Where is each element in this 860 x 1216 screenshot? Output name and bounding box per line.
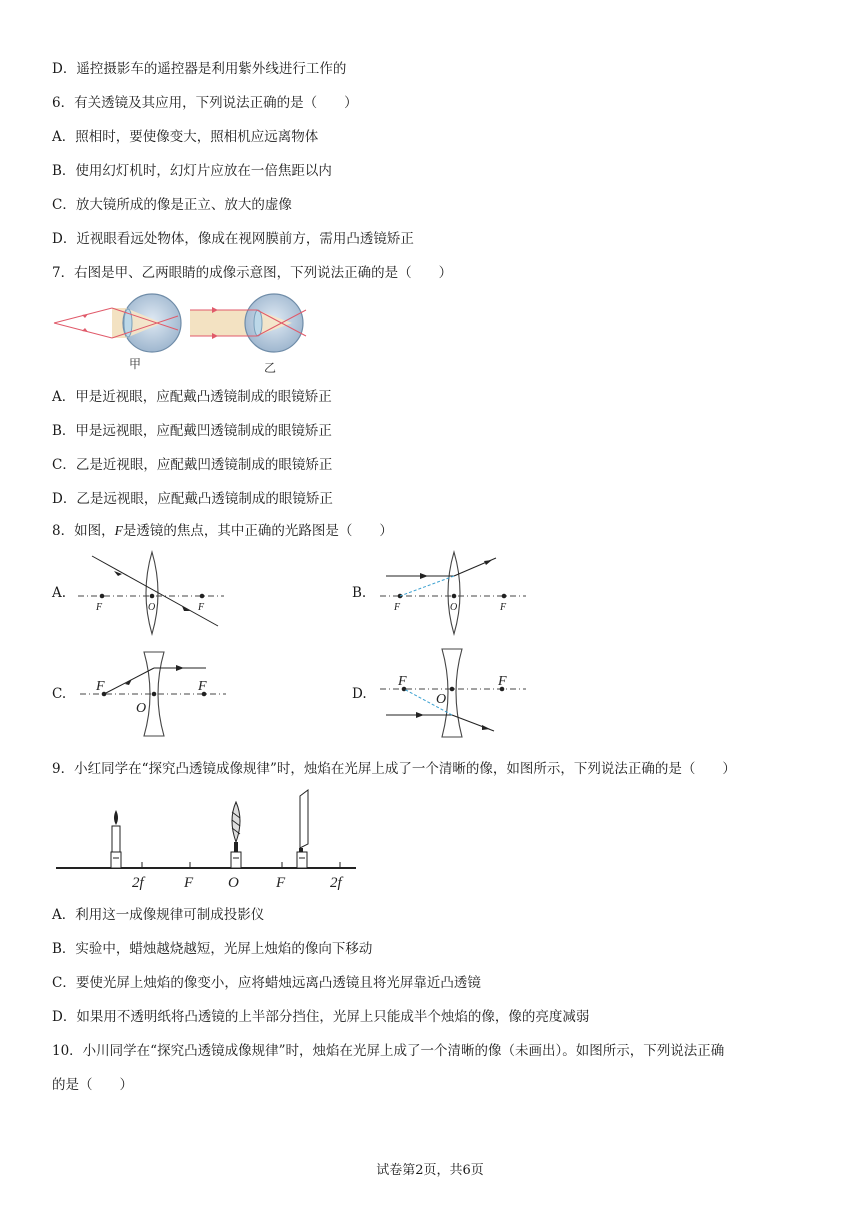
q9-option-b: B．实验中，蜡烛越烧越短，光屏上烛焰的像向下移动 xyxy=(52,941,373,957)
q8-stem-f: F xyxy=(114,523,123,538)
q7-option-b: B．甲是远视眼，应配戴凹透镜制成的眼镜矫正 xyxy=(52,423,332,439)
q6-option-b: B．使用幻灯机时，幻灯片应放在一倍焦距以内 xyxy=(52,163,332,179)
q9-option-a: A．利用这一成像规律可制成投影仪 xyxy=(52,907,265,923)
q8-option-d-label: D. xyxy=(352,686,367,702)
eye-label-right: 乙 xyxy=(264,361,277,375)
q8c-f-right: F xyxy=(198,679,207,694)
q8b-f-left: F xyxy=(394,602,401,613)
q6-option-d: D．近视眼看远处物体，像成在视网膜前方，需用凸透镜矫正 xyxy=(52,231,414,247)
q10-stem: 10．小川同学在“探究凸透镜成像规律”时，烛焰在光屏上成了一个清晰的像（未画出）。如图所示，下列说法正确 xyxy=(52,1043,725,1059)
candle xyxy=(111,810,121,868)
bench-label-f-right: F xyxy=(276,875,286,891)
q8-option-b-label: B. xyxy=(352,585,367,601)
q7-option-a: A．甲是近视眼，应配戴凸透镜制成的眼镜矫正 xyxy=(52,389,332,405)
page-footer: 试卷第2页，共6页 xyxy=(376,1163,484,1178)
lens-on-bench xyxy=(231,802,241,868)
q8b-o: O xyxy=(450,602,458,613)
q8c-o: O xyxy=(136,701,147,716)
q8a-f-left: F xyxy=(96,602,103,613)
q8b-f-right: F xyxy=(500,602,507,613)
q6-option-a: A．照相时，要使像变大，照相机应远离物体 xyxy=(52,129,319,145)
q9-stem: 9．小红同学在“探究凸透镜成像规律”时，烛焰在光屏上成了一个清晰的像，如图所示，下列说法正确的是（ ） xyxy=(52,761,736,777)
bench-label-2f-left: 2f xyxy=(132,875,144,891)
q6-option-c: C．放大镜所成的像是正立、放大的虚像 xyxy=(52,197,292,213)
q8-stem xyxy=(52,522,393,540)
bench-label-2f-right: 2f xyxy=(330,875,342,891)
q8-option-a-label: A. xyxy=(52,585,67,601)
q5-option-d: D．遥控摄影车的遥控器是利用紫外线进行工作的 xyxy=(52,61,347,77)
q8d-o: O xyxy=(436,692,447,707)
bench-label-f-left: F xyxy=(184,875,194,891)
eye-label-left: 甲 xyxy=(129,357,142,371)
q8-stem-prefix: 8．如图， xyxy=(52,523,115,539)
bench-label-o: O xyxy=(228,875,239,891)
q7-stem: 7．右图是甲、乙两眼睛的成像示意图，下列说法正确的是（ ） xyxy=(52,265,453,281)
q8a-o: O xyxy=(148,602,156,613)
eye-diagram xyxy=(52,292,312,376)
q10-stem-cont: 的是（ ） xyxy=(52,1077,133,1093)
q8d-f-right: F xyxy=(498,674,507,689)
q9-option-c: C．要使光屏上烛焰的像变小，应将蜡烛远离凸透镜且将光屏靠近凸透镜 xyxy=(52,975,481,991)
q8-diagram-a xyxy=(78,550,228,636)
q6-stem: 6．有关透镜及其应用，下列说法正确的是（ ） xyxy=(52,95,358,111)
q7-option-c: C．乙是近视眼，应配戴凹透镜制成的眼镜矫正 xyxy=(52,457,333,473)
q8-diagram-d xyxy=(380,645,530,741)
q8-stem-suffix: 是透镜的焦点，其中正确的光路图是（ ） xyxy=(122,523,393,539)
q8-option-c-label: C. xyxy=(52,686,67,702)
right-eye xyxy=(190,294,306,352)
q8d-f-left: F xyxy=(398,674,407,689)
q8a-f-right: F xyxy=(198,602,205,613)
light-screen xyxy=(297,790,308,868)
optical-bench-diagram xyxy=(56,788,360,892)
q7-option-d: D．乙是远视眼，应配戴凸透镜制成的眼镜矫正 xyxy=(52,491,333,507)
q8c-f-left: F xyxy=(96,679,105,694)
q9-option-d: D．如果用不透明纸将凸透镜的上半部分挡住，光屏上只能成半个烛焰的像，像的亮度减弱 xyxy=(52,1009,590,1025)
q8-diagram-c xyxy=(80,648,230,738)
left-eye xyxy=(54,294,181,352)
q8-diagram-b xyxy=(380,550,530,636)
